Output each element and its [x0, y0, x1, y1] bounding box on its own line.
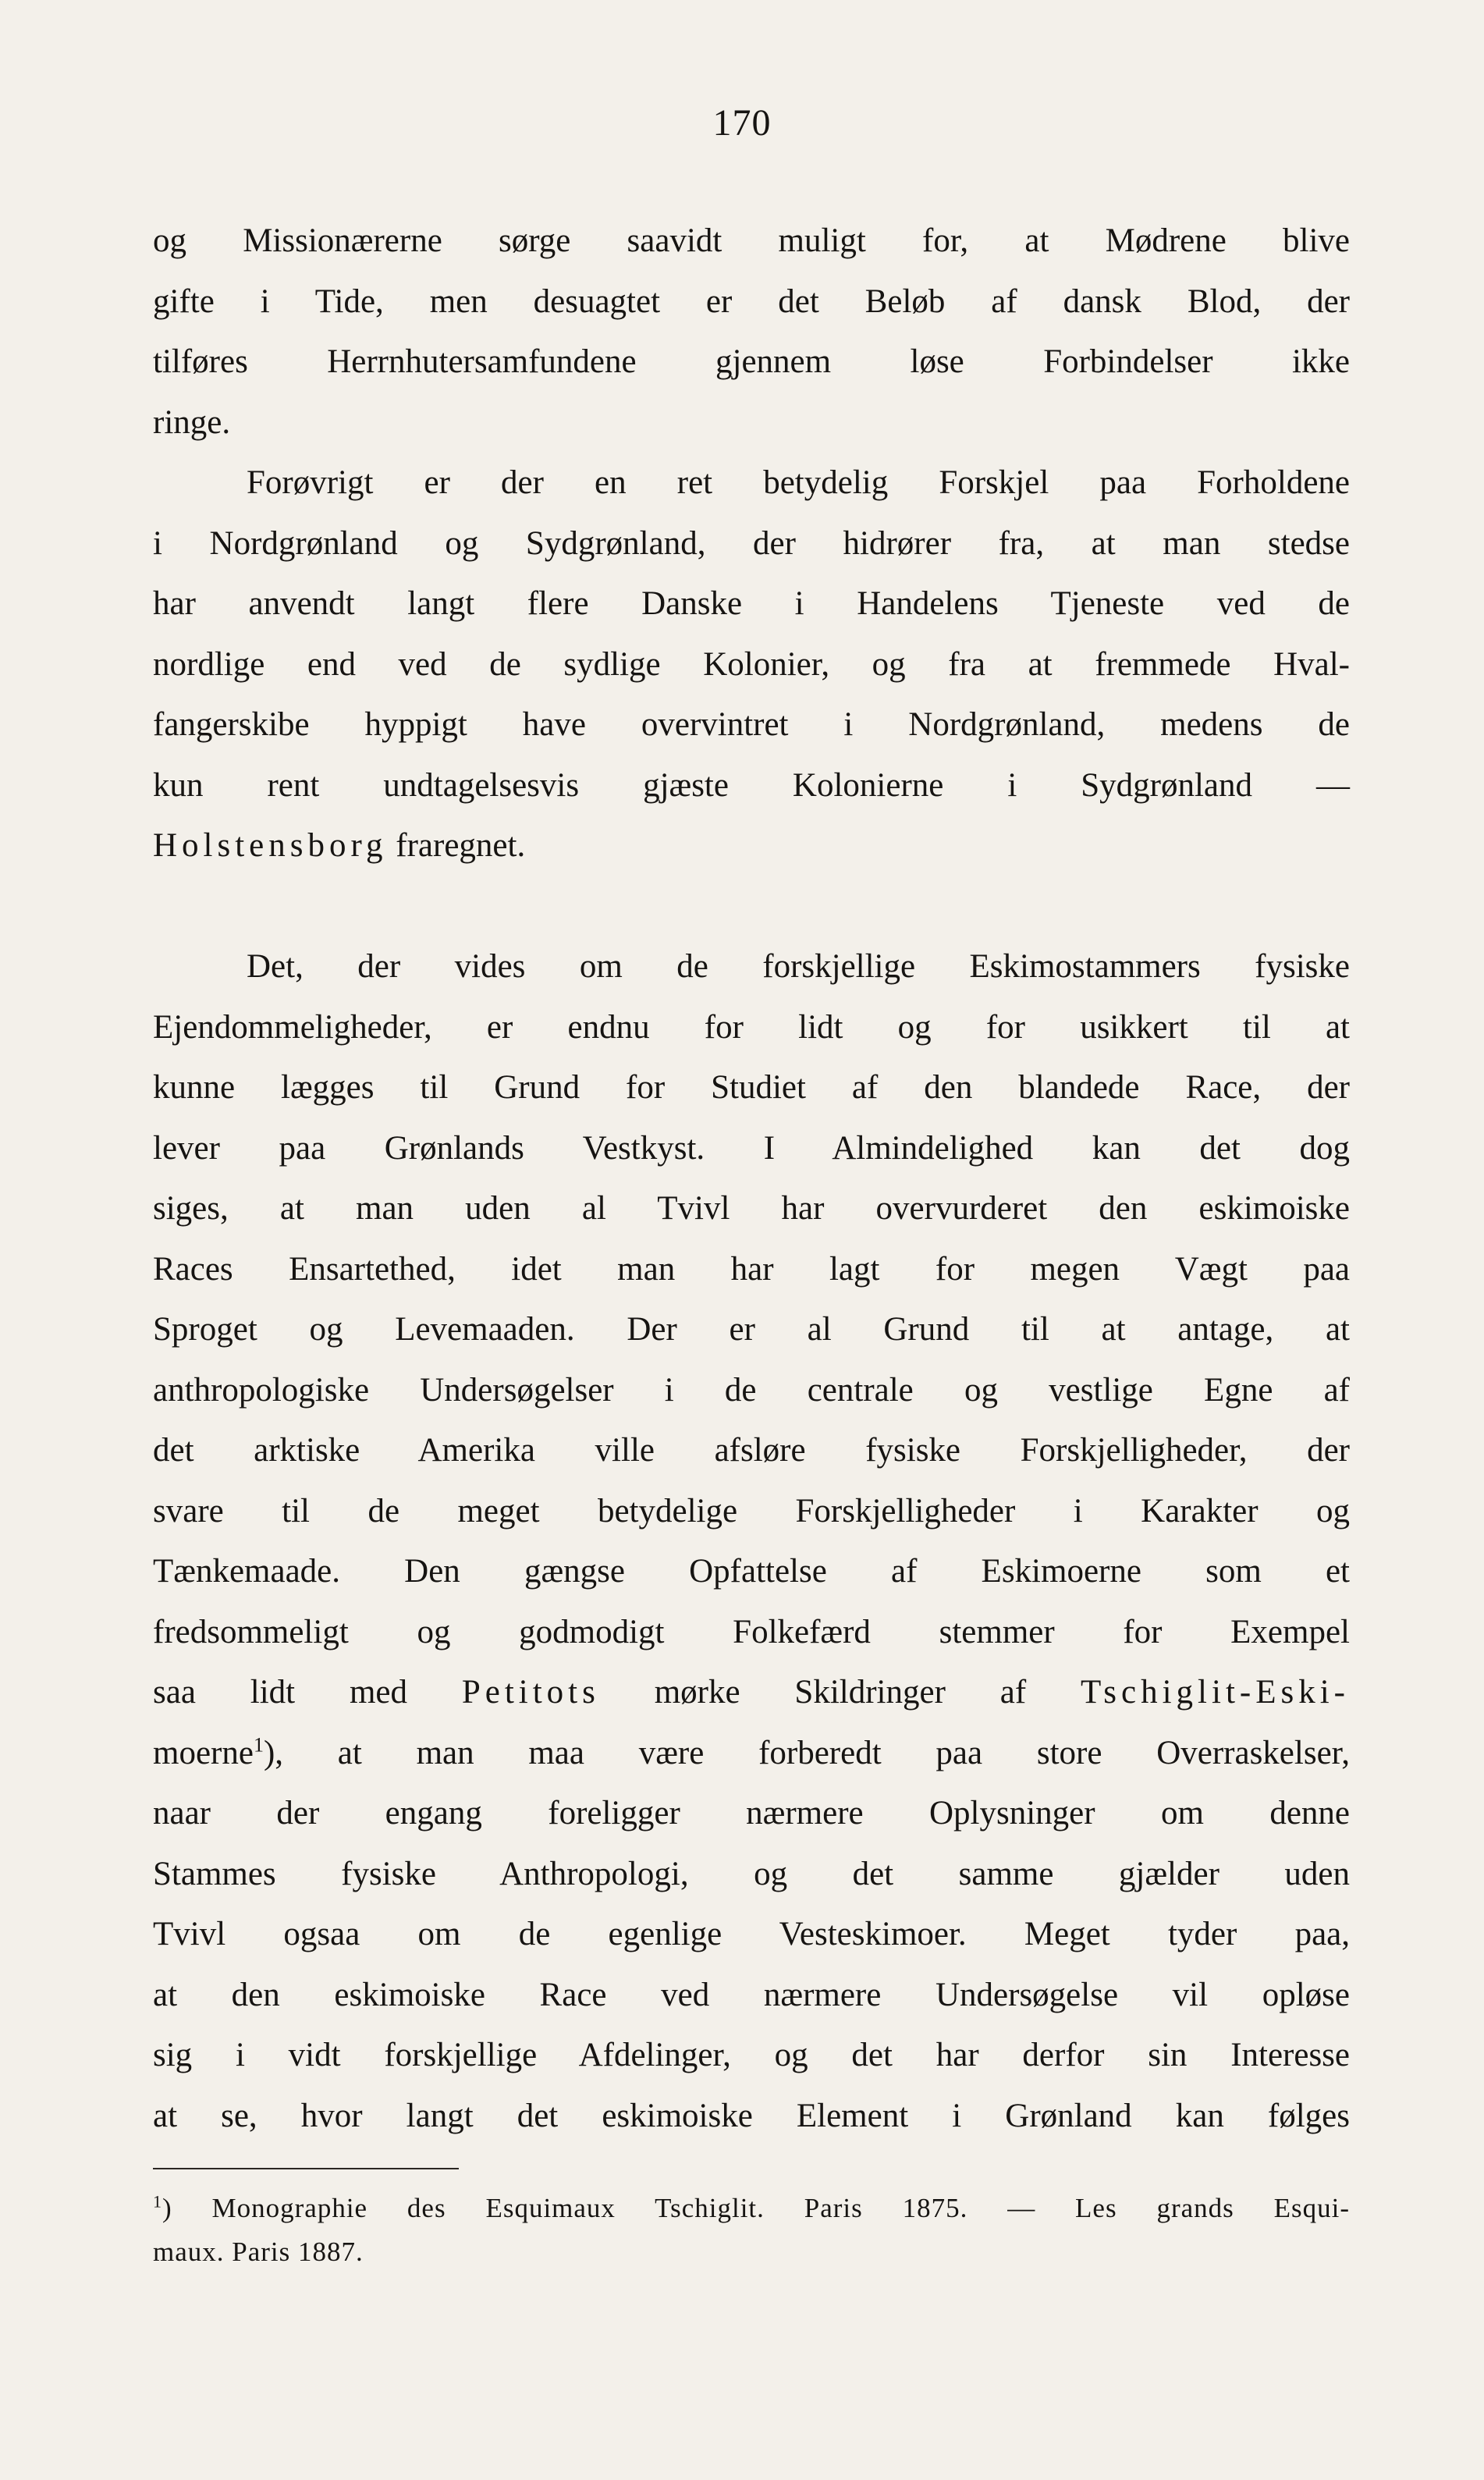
text-line: [153, 815, 1350, 876]
text-line: ringe.: [153, 403, 231, 441]
spaced-name: Petitots: [461, 1674, 600, 1711]
text-line: sig i vidt forskjellige Afdelinger, og det har derfor sin Interesse: [153, 2037, 1350, 2073]
text-line: fangerskibe hyppigt have overvintret i Nordgrønland, medens de: [153, 706, 1350, 743]
text-line: at se, hvor langt det eskimoiske Element i Grønland kan følges: [153, 2097, 1350, 2134]
text-line: fredsommeligt og godmodigt Folkefærd stemmer for Exempel: [153, 1613, 1350, 1650]
text-line: Stammes fysiske Anthropologi, og det samme gjælder uden: [153, 1855, 1350, 1892]
footnote-line: [153, 2187, 1350, 2230]
text-line: naar der engang foreligger nærmere Oplysninger om denne: [153, 1795, 1350, 1832]
text-line: lever paa Grønlands Vestkyst. I Almindelighed kan det dog: [153, 1129, 1350, 1167]
text-fragment: mørke Skildringer af: [599, 1674, 1081, 1711]
text-fragment: ), at man maa være forberedt paa store Overraskelser,: [263, 1734, 1350, 1771]
text-line: i Nordgrønland og Sydgrønland, der hidrører fra, at man stedse: [153, 524, 1350, 562]
text-line: kun rent undtagelsesvis gjæste Kolonierne i Sydgrønland —: [153, 766, 1350, 804]
text-line: Tænkemaade. Den gængse Opfattelse af Eskimoerne som et: [153, 1553, 1350, 1590]
text-line: Ejendommeligheder, er endnu for lidt og for usikkert til at: [153, 1008, 1350, 1046]
text-line: [153, 1662, 1350, 1723]
footnote-mark: 1: [153, 2191, 162, 2212]
spaced-name: Holstensborg: [153, 827, 388, 864]
page-number: 170: [712, 102, 772, 144]
text-fragment: moerne: [153, 1734, 254, 1771]
text-line: gifte i Tide, men desuagtet er det Beløb af dansk Blod, der: [153, 282, 1350, 320]
paragraph-1: [153, 211, 1350, 453]
footnote-line: maux. Paris 1887.: [153, 2237, 364, 2267]
paragraph-2: [153, 453, 1350, 876]
text-line: kunne lægges til Grund for Studiet af den blandede Race, der: [153, 1069, 1350, 1106]
text-line: at den eskimoiske Race ved nærmere Undersøgelse vil opløse: [153, 1976, 1350, 2013]
text-line: tilføres Herrnhutersamfundene gjennem løse Forbindelser ikke: [153, 343, 1350, 380]
text-line: [153, 1723, 1350, 1784]
footnote: [153, 2187, 1350, 2274]
text-line: siges, at man uden al Tvivl har overvurderet den eskimoiske: [153, 1190, 1350, 1227]
paragraph-3: [153, 936, 1350, 2146]
text-line: anthropologiske Undersøgelser i de centrale og vestlige Egne af: [153, 1371, 1350, 1409]
footnote-divider: [153, 2168, 459, 2169]
text-line: Forøvrigt er der en ret betydelig Forskjel paa Forholdene: [247, 464, 1350, 501]
text-line: nordlige end ved de sydlige Kolonier, og fra at fremmede Hval-: [153, 645, 1350, 683]
text-line: Det, der vides om de forskjellige Eskimostammers fysiske: [247, 948, 1350, 985]
text-line: det arktiske Amerika ville afsløre fysiske Forskjelligheder, der: [153, 1432, 1350, 1469]
spaced-name: Tschiglit-Eski-: [1081, 1674, 1350, 1711]
footnote-reference[interactable]: 1: [253, 1733, 264, 1757]
text-line: svare til de meget betydelige Forskjelligheder i Karakter og: [153, 1492, 1350, 1530]
text-line: Sproget og Levemaaden. Der er al Grund til at antage, at: [153, 1311, 1350, 1348]
text-fragment: fraregnet.: [387, 827, 526, 864]
text-line: Races Ensartethed, idet man har lagt for megen Vægt paa: [153, 1250, 1350, 1288]
text-line: har anvendt langt flere Danske i Handelens Tjeneste ved de: [153, 585, 1350, 622]
text-fragment: saa lidt med: [153, 1674, 462, 1711]
text-line: Tvivl ogsaa om de egenlige Vesteskimoer. Meget tyder paa,: [153, 1916, 1350, 1952]
text-fragment: ) Monographie des Esquimaux Tschiglit. Paris 1875. — Les grands Esqui-: [162, 2193, 1350, 2223]
text-line: og Missionærerne sørge saavidt muligt for, at Mødrene blive: [153, 222, 1350, 259]
